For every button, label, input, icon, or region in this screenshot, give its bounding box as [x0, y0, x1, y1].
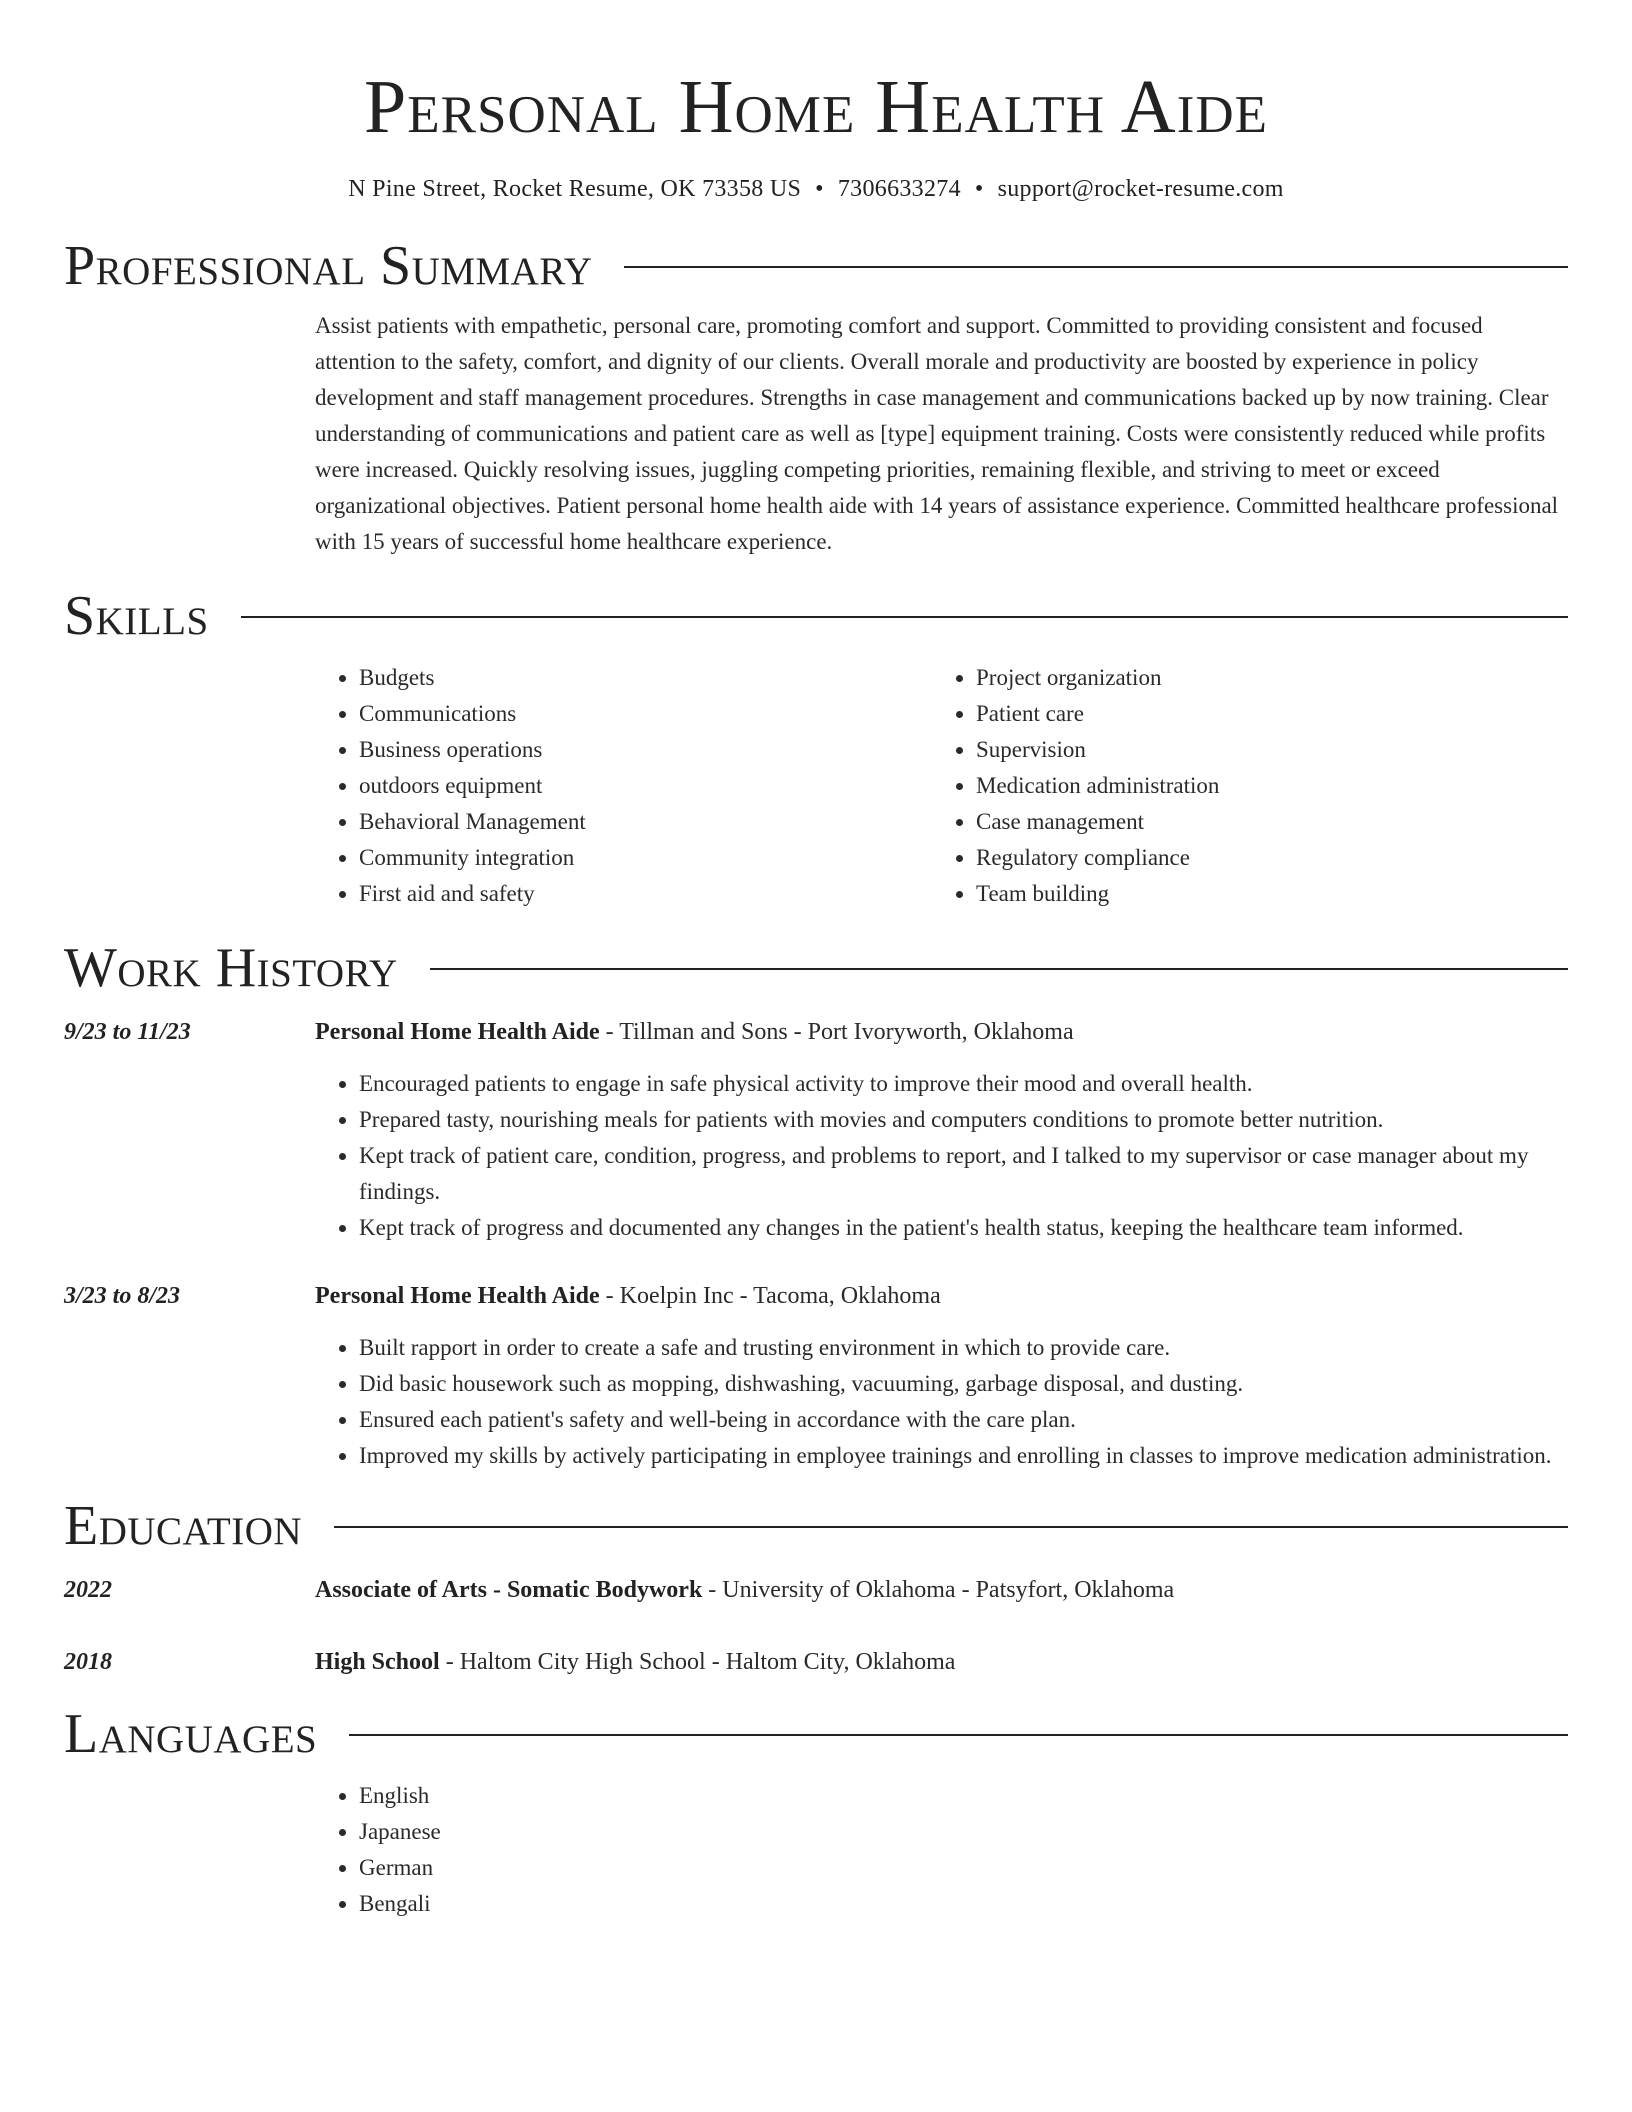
skills-column-right	[932, 660, 1549, 912]
resume-page	[64, 0, 1568, 1922]
job-header	[64, 1278, 1568, 1314]
job-bullet: • Built rapport in order to create a safe and trusting environment in which to provide care.	[359, 1330, 1568, 1366]
job-bullet: • Kept track of progress and documented any changes in the patient's health status, keeping the healthcare team informed.	[359, 1210, 1568, 1246]
job-bullet: • Encouraged patients to engage in safe physical activity to improve their mood and overall health.	[359, 1066, 1568, 1102]
skills-heading: Skills	[64, 585, 209, 647]
education-line	[315, 1572, 1174, 1608]
job-entry	[64, 1014, 1568, 1246]
skill-item: • Patient care	[976, 696, 1549, 732]
skills-list	[315, 660, 1568, 912]
job-employer: - Tillman and Sons - Port Ivoryworth, Oklahoma	[599, 1019, 1074, 1045]
language-item: • English	[359, 1778, 1568, 1814]
languages-heading: Languages	[64, 1703, 318, 1765]
job-bullets	[315, 1066, 1568, 1246]
candidate-name: Personal Home Health Aide	[363, 65, 1268, 149]
language-item: • Bengali	[359, 1886, 1568, 1922]
job-dates: 3/23 to 8/23	[64, 1283, 181, 1309]
section-divider	[624, 266, 1568, 268]
skills-section-header	[64, 584, 1568, 648]
job-title: Personal Home Health Aide	[315, 1019, 600, 1045]
education-degree: Associate of Arts - Somatic Bodywork	[315, 1577, 703, 1603]
education-year: 2022	[64, 1577, 112, 1603]
education-school: - Haltom City High School - Haltom City, Oklahoma	[439, 1649, 956, 1675]
work-heading: Work History	[64, 937, 398, 999]
section-divider	[349, 1734, 1568, 1736]
skills-column-left	[315, 660, 932, 912]
job-employer: - Koelpin Inc - Tacoma, Oklahoma	[599, 1283, 941, 1309]
job-bullet: • Improved my skills by actively participating in employee trainings and enrolling in classes to improve medication administration.	[359, 1438, 1568, 1474]
skill-item: • Community integration	[359, 840, 932, 876]
job-header	[64, 1014, 1568, 1050]
education-entry	[64, 1644, 1568, 1680]
job-bullet: • Did basic housework such as mopping, dishwashing, vacuuming, garbage disposal, and dusting.	[359, 1366, 1568, 1402]
job-entry	[64, 1278, 1568, 1474]
skill-item: • First aid and safety	[359, 876, 932, 912]
education-school: - University of Oklahoma - Patsyfort, Oklahoma	[702, 1577, 1175, 1603]
language-item: • German	[359, 1850, 1568, 1886]
work-section-header	[64, 936, 1568, 1000]
skill-item: • Budgets	[359, 660, 932, 696]
skill-item: • Case management	[976, 804, 1549, 840]
skill-item: • Business operations	[359, 732, 932, 768]
section-divider	[334, 1526, 1568, 1528]
languages-list	[315, 1778, 1568, 1922]
skill-item: • Regulatory compliance	[976, 840, 1549, 876]
education-year: 2018	[64, 1649, 112, 1675]
education-degree: High School	[315, 1649, 440, 1675]
summary-heading: Professional Summary	[64, 235, 593, 297]
education-line	[315, 1644, 955, 1680]
section-divider	[241, 616, 1568, 618]
job-bullets	[315, 1330, 1568, 1474]
skill-item: • Communications	[359, 696, 932, 732]
skill-item: • Supervision	[976, 732, 1549, 768]
contact-line	[64, 174, 1568, 204]
contact-address: N Pine Street, Rocket Resume, OK 73358 US	[348, 176, 802, 202]
contact-separator: •	[815, 176, 824, 202]
languages-section-header	[64, 1702, 1568, 1766]
contact-email[interactable]: support@rocket-resume.com	[997, 176, 1284, 202]
skill-item: • Project organization	[976, 660, 1549, 696]
job-line	[315, 1014, 1074, 1050]
job-bullet: • Prepared tasty, nourishing meals for patients with movies and computers conditions to promote better nutrition.	[359, 1102, 1568, 1138]
contact-separator: •	[974, 176, 984, 202]
section-divider	[430, 968, 1568, 970]
education-section-header	[64, 1494, 1568, 1558]
job-bullet: • Ensured each patient's safety and well-being in accordance with the care plan.	[359, 1402, 1568, 1438]
job-line	[315, 1278, 941, 1314]
job-bullet: • Kept track of patient care, condition, progress, and problems to report, and I talked to my supervisor or case manager about my findings.	[359, 1138, 1568, 1210]
skill-item: • Behavioral Management	[359, 804, 932, 840]
education-entry	[64, 1572, 1568, 1608]
summary-text: Assist patients with empathetic, personal care, promoting comfort and support. Committed to providing consistent and focused attention to the safety, comfort, and dignity of our clients. Overall morale and productivity are boosted by experience in policy development and staff management procedures. Strengths in case management and communications backed up by now training. Clear understanding of communications and patient care as well as [type] equipment training. Costs were consistently reduced while profits were increased. Quickly resolving issues, juggling competing priorities, remaining flexible, and striving to meet or exceed organizational objectives. Patient personal home health aide with 14 years of assistance experience. Committed healthcare professional with 15 years of successful home healthcare experience.	[315, 313, 1559, 554]
contact-phone: 7306633274	[837, 176, 961, 202]
job-dates: 9/23 to 11/23	[64, 1019, 191, 1045]
education-heading: Education	[64, 1495, 303, 1557]
skill-item: • Medication administration	[976, 768, 1549, 804]
job-title: Personal Home Health Aide	[315, 1283, 600, 1309]
language-item: • Japanese	[359, 1814, 1568, 1850]
skill-item: • Team building	[976, 876, 1549, 912]
summary-section-header	[64, 234, 1568, 298]
skill-item: • outdoors equipment	[359, 768, 932, 804]
